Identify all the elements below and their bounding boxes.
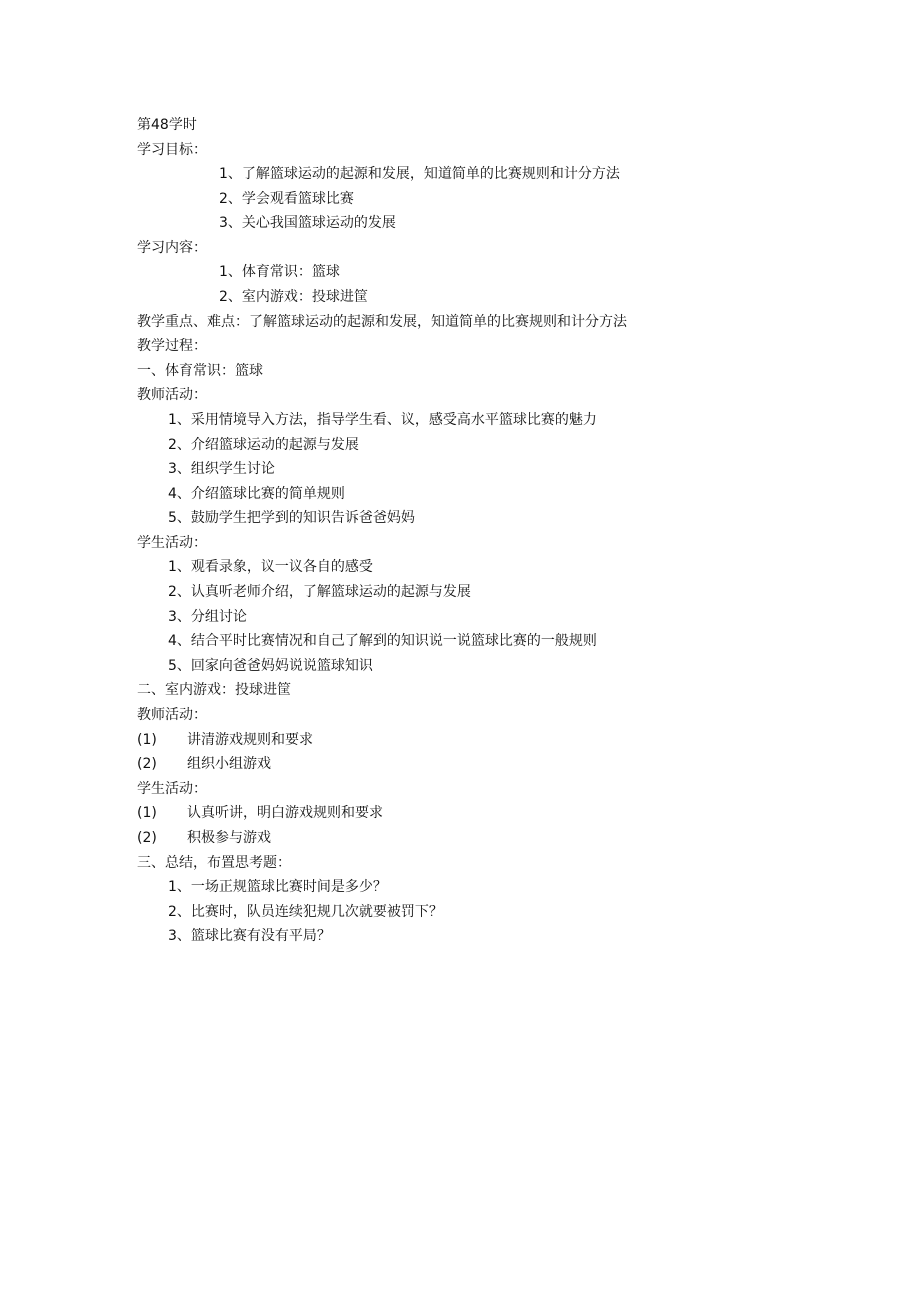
section1-student-heading: 学生活动： xyxy=(137,535,207,551)
section1-teacher-item: 4、介绍篮球比赛的简单规则 xyxy=(168,486,345,502)
process-heading: 教学过程： xyxy=(137,338,207,354)
section2-student-item xyxy=(137,827,271,849)
content-item: 1、体育常识：篮球 xyxy=(219,264,340,280)
section2-teacher-heading: 教师活动： xyxy=(137,707,207,723)
content-item: 2、室内游戏：投球进筐 xyxy=(219,289,368,305)
section2-teacher-item xyxy=(137,729,313,751)
section1-teacher-item: 1、采用情境导入方法，指导学生看、议，感受高水平篮球比赛的魅力 xyxy=(168,412,597,428)
section2-student-heading: 学生活动： xyxy=(137,781,207,797)
objective-item: 1、了解篮球运动的起源和发展，知道简单的比赛规则和计分方法 xyxy=(219,166,620,182)
objective-item: 3、关心我国篮球运动的发展 xyxy=(219,215,396,231)
section2-student-item xyxy=(137,802,383,824)
section1-heading: 一、体育常识：篮球 xyxy=(137,363,263,379)
section1-teacher-item: 3、组织学生讨论 xyxy=(168,461,275,477)
item-number: (1) xyxy=(137,805,157,821)
key-points: 教学重点、难点：了解篮球运动的起源和发展，知道简单的比赛规则和计分方法 xyxy=(137,314,627,330)
question-item: 1、一场正规篮球比赛时间是多少？ xyxy=(168,879,387,895)
section1-student-item: 1、观看录象，议一议各自的感受 xyxy=(168,559,373,575)
section1-teacher-item: 2、介绍篮球运动的起源与发展 xyxy=(168,437,359,453)
objectives-heading: 学习目标： xyxy=(137,142,207,158)
section1-teacher-heading: 教师活动： xyxy=(137,387,207,403)
section1-student-item: 2、认真听老师介绍，了解篮球运动的起源与发展 xyxy=(168,584,471,600)
section1-teacher-item: 5、鼓励学生把学到的知识告诉爸爸妈妈 xyxy=(168,510,415,526)
section1-student-item: 4、结合平时比赛情况和自己了解到的知识说一说篮球比赛的一般规则 xyxy=(168,633,597,649)
item-text: 认真听讲，明白游戏规则和要求 xyxy=(187,805,383,821)
section2-teacher-item xyxy=(137,753,271,775)
content-heading: 学习内容： xyxy=(137,240,207,256)
item-number: (1) xyxy=(137,732,157,748)
section3-heading: 三、总结，布置思考题： xyxy=(137,855,291,871)
question-item: 2、比赛时，队员连续犯规几次就要被罚下？ xyxy=(168,904,443,920)
item-number: (2) xyxy=(137,756,157,772)
section2-heading: 二、室内游戏：投球进筐 xyxy=(137,682,291,698)
item-number: (2) xyxy=(137,830,157,846)
section1-student-item: 5、回家向爸爸妈妈说说篮球知识 xyxy=(168,658,373,674)
question-item: 3、篮球比赛有没有平局？ xyxy=(168,928,331,944)
lesson-title: 第48学时 xyxy=(137,117,197,133)
item-text: 组织小组游戏 xyxy=(187,756,271,772)
item-text: 讲清游戏规则和要求 xyxy=(187,732,313,748)
objective-item: 2、学会观看篮球比赛 xyxy=(219,191,354,207)
item-text: 积极参与游戏 xyxy=(187,830,271,846)
section1-student-item: 3、分组讨论 xyxy=(168,609,247,625)
